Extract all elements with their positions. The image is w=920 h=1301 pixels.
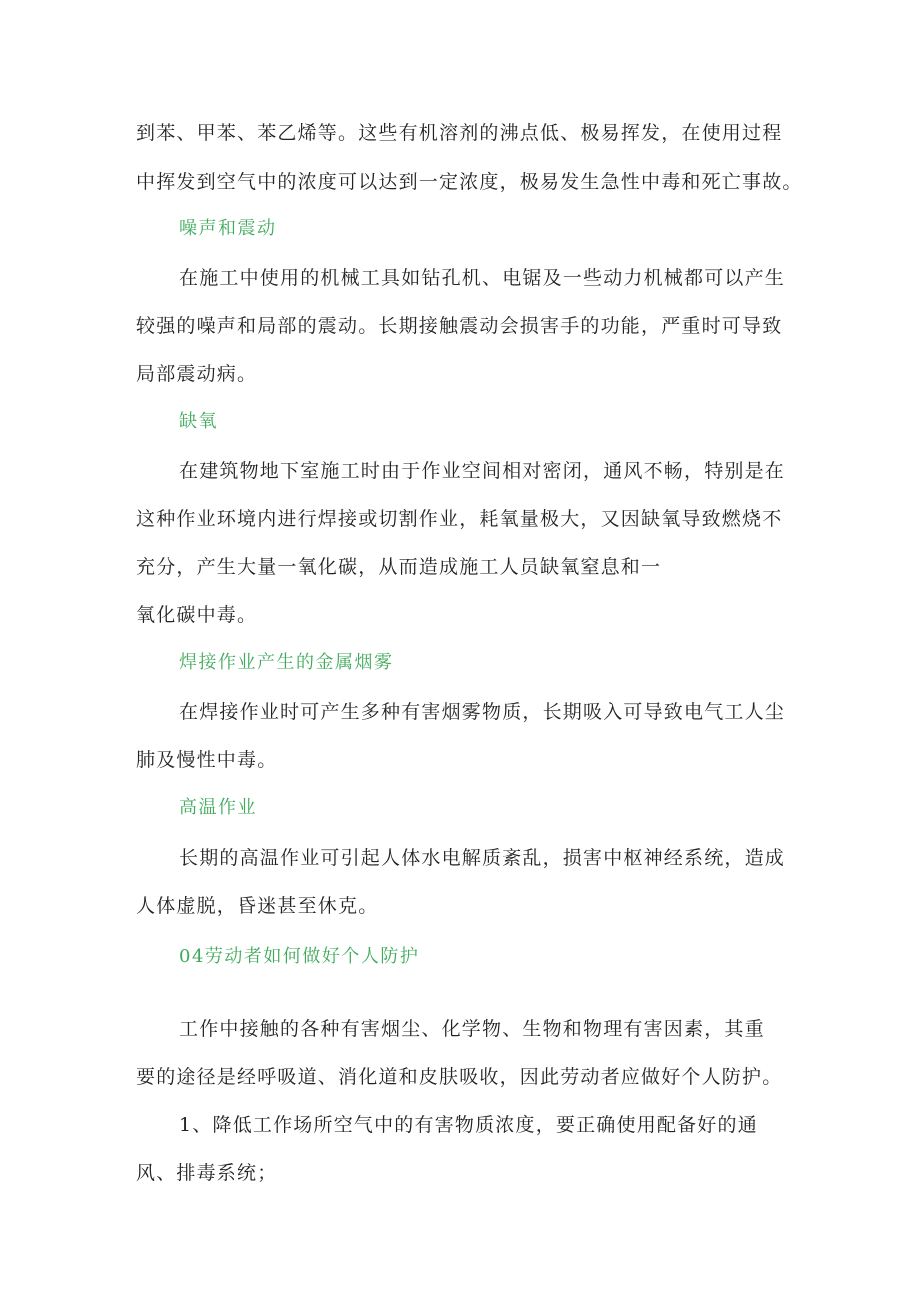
body-line: 工作中接触的各种有害烟尘、化学物、生物和物理有害因素，其重 (179, 1018, 765, 1040)
section-heading: 缺氧 (179, 411, 218, 432)
body-line: 人体虚脱，昏迷甚至休克。 (136, 895, 379, 917)
body-line: 在施工中使用的机械工具如钻孔机、电锯及一些动力机械都可以产生 (179, 267, 786, 289)
body-line: 中挥发到空气中的浓度可以达到一定浓度，极易发生急性中毒和死亡事故。 (136, 171, 803, 193)
body-line: 充分，产生大量一氧化碳，从而造成施工人员缺氧窒息和一 (136, 556, 662, 578)
section-heading: 高温作业 (179, 797, 257, 818)
section-heading: 04劳动者如何做好个人防护 (179, 946, 420, 967)
body-line: 要的途径是经呼吸道、消化道和皮肤吸收，因此劳动者应做好个人防护。 (136, 1066, 783, 1088)
body-line: 1、降低工作场所空气中的有害物质浓度，要正确使用配备好的通 (179, 1114, 758, 1136)
body-line: 长期的高温作业可引起人体水电解质紊乱，损害中枢神经系统，造成 (179, 847, 786, 869)
section-heading: 焊接作业产生的金属烟雾 (179, 652, 394, 673)
body-line: 到苯、甲苯、苯乙烯等。这些有机溶剂的沸点低、极易挥发，在使用过程 (136, 122, 783, 144)
body-line: 风、排毒系统； (136, 1162, 278, 1184)
body-line: 局部震动病。 (136, 363, 258, 385)
section-heading: 噪声和震动 (179, 218, 277, 239)
body-line: 这种作业环境内进行焊接或切割作业，耗氧量极大，又因缺氧导致燃烧不 (136, 508, 783, 530)
body-line: 氧化碳中毒。 (136, 604, 258, 626)
body-line: 较强的噪声和局部的震动。长期接触震动会损害手的功能，严重时可导致 (136, 315, 783, 337)
body-line: 在焊接作业时可产生多种有害烟雾物质，长期吸入可导致电气工人尘 (179, 701, 786, 723)
body-line: 在建筑物地下室施工时由于作业空间相对密闭，通风不畅，特别是在 (179, 460, 786, 482)
body-line: 肺及慢性中毒。 (136, 749, 278, 771)
